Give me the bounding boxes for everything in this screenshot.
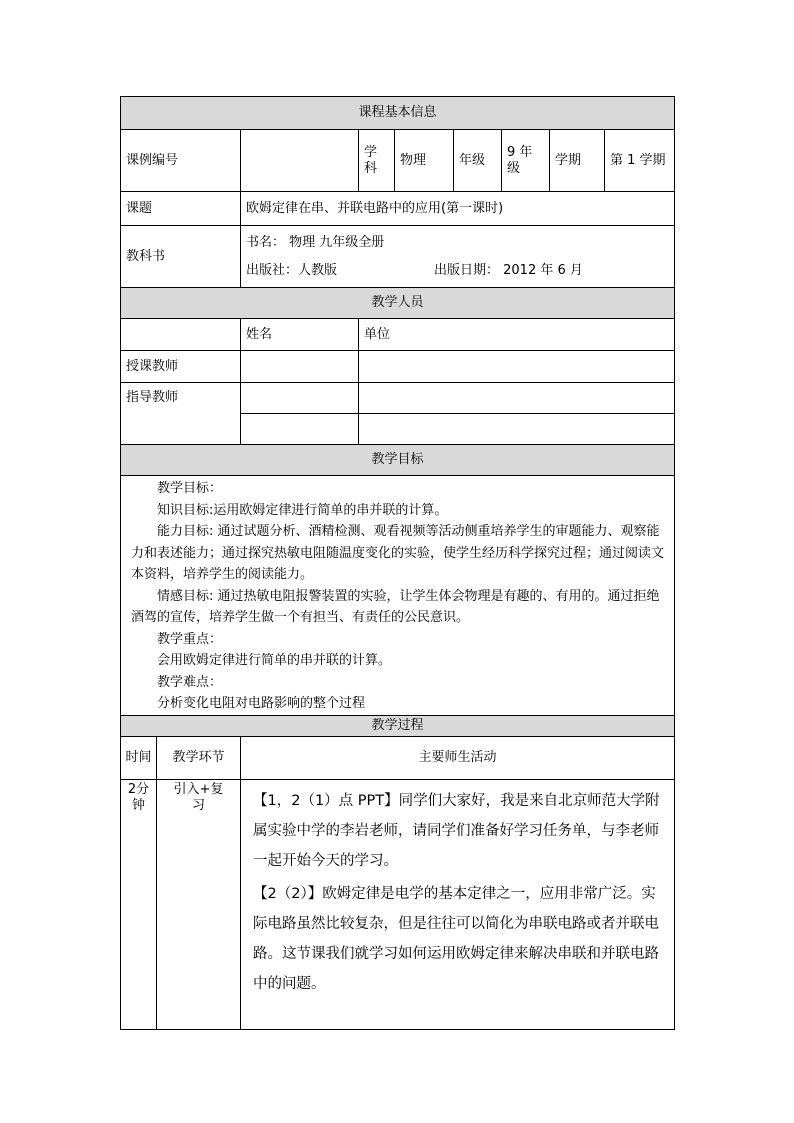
- goals-line: 知识目标:运用欧姆定律进行简单的串并联的计算。: [157, 502, 448, 518]
- mentor-unit: [359, 383, 675, 414]
- grade-label: 年级: [454, 130, 502, 192]
- subject-label: 学科: [359, 130, 395, 192]
- grade-value: 9 年级: [502, 130, 550, 192]
- publish-date: 出版日期： 2012 年 6 月: [434, 262, 583, 278]
- teacher-unit: [359, 351, 675, 383]
- goals-line: 能力目标: 通过试题分析、酒精检测、观看视频等活动侧重培养学生的审题能力、观察能力和表述能力；通过探究热敏电阻随温度变化的实验，使学生经历科学探究过程；通过阅读文本资料，培养学生的阅读能力。: [131, 524, 665, 582]
- lesson-plan-table: [120, 96, 675, 1030]
- goals-line: 分析变化电阻对电路影响的整个过程: [157, 696, 366, 711]
- textbook-label: 教科书: [121, 226, 241, 288]
- goals-line: 教学重点：: [157, 631, 223, 647]
- section-header-goals: 教学目标: [121, 445, 675, 476]
- case-no-label: 课例编号: [121, 130, 241, 192]
- col-time-header: 时间: [121, 736, 157, 779]
- book-name: 书名： 物理 九年级全册: [246, 234, 385, 250]
- row-stage: 引入+复习: [157, 779, 241, 1029]
- col-unit-header: 单位: [359, 319, 675, 351]
- subject-value: 物理: [395, 130, 454, 192]
- goals-line: 教学难点：: [157, 674, 223, 690]
- row-time: 2分钟: [121, 779, 157, 1029]
- goals-line: 情感目标: 通过热敏电阻报警装置的实验，让学生体会物理是有趣的、有用的。通过拒绝酒驾的宣传，培养学生做一个有担当、有责任的公民意识。: [131, 588, 660, 625]
- section-header-basic: 课程基本信息: [121, 97, 675, 130]
- goals-line: 会用欧姆定律进行简单的串并联的计算。: [157, 653, 392, 668]
- topic-label: 课题: [121, 192, 241, 226]
- teaching-goals: [121, 476, 675, 716]
- topic-value: 欧姆定律在串、并联电路中的应用(第一课时): [241, 192, 675, 226]
- mentor-unit: [359, 414, 675, 445]
- textbook-info: [241, 226, 675, 288]
- term-value: 第 1 学期: [605, 130, 675, 192]
- publisher: 出版社：人教版: [246, 262, 338, 278]
- mentor-name: [241, 414, 359, 445]
- activity-paragraph: 【1，2（1）点 PPT】同学们大家好，我是来自北京师范大学附属实验中学的李岩老师，请同学们准备好学习任务单，与李老师一起开始今天的学习。: [253, 792, 660, 869]
- goals-line: 教学目标：: [157, 481, 223, 496]
- teacher-name: [241, 351, 359, 383]
- activity-paragraph: 【2（2）】欧姆定律是电学的基本定律之一，应用非常广泛。实际电路虽然比较复杂，但是往往可以简化为串联电路或者并联电路。这节课我们就学习如何运用欧姆定律来解决串联和并联电路中的问题。: [253, 885, 659, 992]
- section-header-process: 教学过程: [121, 715, 675, 736]
- case-no-value: [241, 130, 359, 192]
- col-stage-header: 教学环节: [157, 736, 241, 779]
- mentor-label: 指导教师: [121, 383, 241, 445]
- teacher-label: 授课教师: [121, 351, 241, 383]
- mentor-name: [241, 383, 359, 414]
- section-header-staff: 教学人员: [121, 288, 675, 319]
- col-name-header: 姓名: [241, 319, 359, 351]
- term-label: 学期: [550, 130, 605, 192]
- row-activity: [241, 779, 675, 1029]
- col-activity-header: 主要师生活动: [241, 736, 675, 779]
